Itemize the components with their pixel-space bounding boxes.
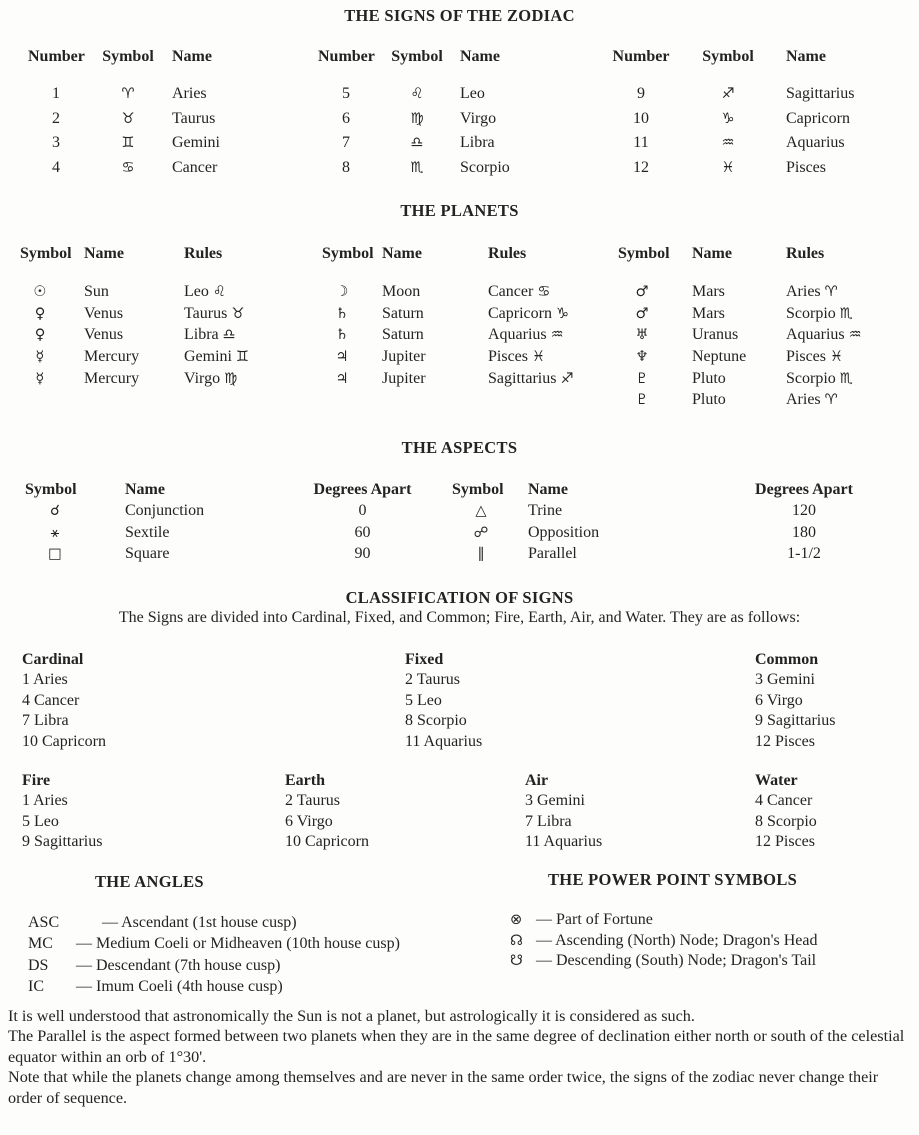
column-header-symbol: Symbol bbox=[618, 245, 670, 262]
planet-rules bbox=[184, 348, 312, 366]
planet-symbol-icon: ☿ bbox=[35, 348, 45, 365]
power-point-text: — Descending (South) Node; Dragon's Tail bbox=[536, 952, 817, 970]
zodiac-rows bbox=[612, 82, 908, 180]
angle-text: — Descendant (7th house cusp) bbox=[76, 956, 281, 974]
power-point-symbol-icon: ☊ bbox=[510, 932, 523, 949]
section-title-power-points: THE POWER POINT SYMBOLS bbox=[548, 870, 798, 889]
zodiac-rows bbox=[28, 82, 290, 180]
aspect-rows bbox=[452, 500, 894, 565]
table-row bbox=[618, 281, 910, 303]
classification-item: 4 Cancer bbox=[755, 792, 813, 809]
classification-group-air bbox=[525, 772, 755, 853]
rules-sign-symbol-icon: ♑ bbox=[555, 305, 569, 322]
note-paragraph: The Parallel is the aspect formed between two planets when they are in the same degree of declination either north or south of the celestial equator within an orb of 1°30'. bbox=[8, 1027, 905, 1066]
zodiac-symbol-icon: ♍ bbox=[410, 110, 424, 127]
classification-group-earth bbox=[285, 772, 525, 853]
zodiac-name: Aquarius bbox=[786, 134, 845, 152]
zodiac-number: 1 bbox=[52, 85, 60, 103]
planet-rules bbox=[184, 370, 312, 388]
zodiac-symbol-icon: ♎ bbox=[410, 135, 424, 152]
angle-text: — Medium Coeli or Midheaven (10th house cusp) bbox=[76, 935, 400, 953]
classification-item: 12 Pisces bbox=[755, 732, 815, 750]
classification-group-common bbox=[755, 651, 898, 752]
rules-sign-symbol-icon: ♒ bbox=[550, 327, 564, 344]
rules-sign-symbol-icon: ♈ bbox=[824, 392, 838, 409]
zodiac-symbol-icon: ♏ bbox=[410, 160, 424, 177]
zodiac-name: Cancer bbox=[172, 159, 218, 177]
planet-rules bbox=[184, 305, 312, 323]
table-row bbox=[322, 324, 588, 346]
zodiac-name: Scorpio bbox=[460, 159, 510, 177]
classification-group-label: Fire bbox=[22, 772, 51, 789]
aspect-symbol-icon: ⚹ bbox=[50, 524, 60, 541]
rules-sign-symbol-icon: ♓ bbox=[830, 348, 843, 365]
aspect-degrees: 90 bbox=[354, 545, 371, 563]
classification-item: 6 Virgo bbox=[285, 812, 333, 830]
column-header-symbol: Symbol bbox=[20, 245, 72, 262]
footnotes bbox=[8, 1006, 914, 1108]
planet-rows bbox=[20, 281, 312, 389]
classification-item: 7 Libra bbox=[525, 812, 572, 830]
planet-rules bbox=[786, 305, 906, 323]
table-row bbox=[452, 500, 894, 522]
classification-group-label: Water bbox=[755, 772, 798, 789]
list-item bbox=[28, 955, 468, 976]
zodiac-number: 5 bbox=[342, 85, 350, 103]
planet-symbol-icon: ☿ bbox=[35, 370, 45, 387]
aspect-degrees: 1-1/2 bbox=[787, 545, 821, 563]
planets-table-group-3 bbox=[618, 245, 910, 411]
classification-item: 11 Aquarius bbox=[405, 732, 483, 750]
power-point-text: — Ascending (North) Node; Dragon's Head bbox=[536, 931, 818, 949]
rules-sign-name: Pisces bbox=[488, 347, 528, 365]
classification-item: 11 Aquarius bbox=[525, 833, 603, 850]
classification-item: 9 Sagittarius bbox=[22, 833, 103, 850]
planet-name: Mercury bbox=[84, 369, 140, 387]
zodiac-number: 7 bbox=[342, 134, 350, 152]
rules-sign-symbol-icon: ♎ bbox=[222, 327, 236, 344]
planet-name: Jupiter bbox=[382, 369, 426, 387]
angle-abbr: IC bbox=[28, 977, 44, 995]
section-title-aspects: THE ASPECTS bbox=[401, 438, 518, 457]
column-header-name: Name bbox=[460, 48, 500, 65]
zodiac-name: Taurus bbox=[172, 109, 216, 127]
classification-item: 6 Virgo bbox=[755, 691, 803, 709]
zodiac-name: Gemini bbox=[172, 134, 220, 152]
rules-sign-name: Libra bbox=[184, 326, 219, 344]
power-point-symbol-icon: ☋ bbox=[510, 953, 523, 970]
rules-sign-symbol-icon: ♐ bbox=[560, 370, 574, 387]
list-item bbox=[510, 951, 910, 972]
planet-name: Jupiter bbox=[382, 347, 426, 365]
zodiac-name: Capricorn bbox=[786, 109, 850, 127]
zodiac-number: 9 bbox=[637, 85, 645, 103]
column-header-symbol: Symbol bbox=[322, 245, 374, 262]
planet-name: Neptune bbox=[692, 347, 747, 365]
angle-abbr: DS bbox=[28, 956, 49, 974]
planets-table-group-2 bbox=[322, 245, 588, 389]
aspect-degrees: 120 bbox=[792, 501, 816, 519]
classification-group-fixed bbox=[405, 651, 755, 752]
angle-abbr: MC bbox=[28, 935, 53, 953]
planet-name: Venus bbox=[84, 326, 124, 344]
classification-intro: The Signs are divided into Cardinal, Fixed, and Common; Fire, Earth, Air, and Water. They are as follows: bbox=[118, 609, 801, 626]
zodiac-symbol-icon: ♑ bbox=[721, 110, 735, 127]
column-header-degrees: Degrees Apart bbox=[755, 481, 853, 498]
classification-items bbox=[285, 791, 525, 853]
zodiac-symbol-icon: ♋ bbox=[121, 160, 135, 177]
classification-item: 3 Gemini bbox=[525, 792, 585, 809]
planet-symbol-icon: ♇ bbox=[635, 392, 649, 409]
column-header-symbol: Symbol bbox=[25, 481, 77, 498]
planet-symbol-icon: ♄ bbox=[335, 305, 349, 322]
rules-sign-symbol-icon: ♍ bbox=[224, 370, 238, 387]
classification-item: 8 Scorpio bbox=[755, 812, 817, 830]
planet-symbol-icon: ♇ bbox=[635, 370, 649, 387]
planet-rows bbox=[618, 281, 910, 411]
table-row bbox=[618, 324, 910, 346]
table-row bbox=[28, 131, 290, 156]
column-header-name: Name bbox=[528, 481, 568, 498]
planet-symbol-icon: ♅ bbox=[635, 327, 649, 344]
section-title-planets: THE PLANETS bbox=[400, 201, 519, 220]
planet-symbol-icon: ♄ bbox=[335, 327, 349, 344]
planet-rules bbox=[488, 348, 588, 366]
column-header-name: Name bbox=[382, 245, 422, 262]
zodiac-number: 12 bbox=[633, 159, 649, 177]
aspect-name: Sextile bbox=[125, 523, 170, 541]
planet-name: Pluto bbox=[692, 369, 726, 387]
rules-sign-symbol-icon: ♏ bbox=[839, 370, 853, 387]
column-header-symbol: Symbol bbox=[452, 481, 504, 498]
column-header-number: Number bbox=[318, 48, 375, 65]
rules-sign-name: Gemini bbox=[184, 347, 232, 365]
section-title-zodiac: THE SIGNS OF THE ZODIAC bbox=[344, 6, 575, 25]
table-row bbox=[612, 131, 908, 156]
classification-group-label: Air bbox=[525, 772, 549, 789]
rules-sign-symbol-icon: ♌ bbox=[212, 283, 226, 300]
planet-name: Sun bbox=[84, 282, 109, 300]
planet-symbol-icon: ♂ bbox=[635, 283, 649, 300]
rules-sign-symbol-icon: ♏ bbox=[839, 305, 853, 322]
planet-rules bbox=[786, 370, 906, 388]
section-title-classification: CLASSIFICATION OF SIGNS bbox=[345, 588, 574, 607]
rules-sign-name: Leo bbox=[184, 282, 209, 300]
planet-name: Moon bbox=[382, 282, 421, 300]
planet-name: Pluto bbox=[692, 391, 726, 409]
table-row bbox=[452, 544, 894, 566]
aspect-symbol-icon: □ bbox=[48, 546, 62, 563]
planet-rules bbox=[184, 283, 312, 301]
zodiac-symbol-icon: ♊ bbox=[121, 135, 135, 152]
planet-rules bbox=[488, 326, 588, 344]
column-header-name: Name bbox=[84, 245, 124, 262]
classification-group-fire bbox=[22, 772, 285, 853]
classification-items bbox=[405, 670, 755, 752]
aspect-rows bbox=[25, 500, 445, 565]
zodiac-name: Libra bbox=[460, 134, 495, 152]
aspect-symbol-icon: △ bbox=[475, 502, 487, 519]
zodiac-symbol-icon: ♓ bbox=[721, 160, 735, 177]
column-header-name: Name bbox=[692, 245, 732, 262]
planet-name: Saturn bbox=[382, 326, 424, 344]
angle-abbr: ASC bbox=[28, 914, 60, 931]
table-row bbox=[28, 107, 290, 132]
aspects-table-right bbox=[452, 481, 894, 565]
zodiac-number: 3 bbox=[52, 134, 60, 152]
planet-name: Mars bbox=[692, 304, 725, 322]
planet-symbol-icon: ♆ bbox=[635, 348, 649, 365]
note-paragraph: Note that while the planets change among themselves and are never in the same order twice, the signs of the zodiac never change their order of sequence. bbox=[8, 1068, 879, 1107]
planet-rows bbox=[322, 281, 588, 389]
aspect-name: Trine bbox=[528, 501, 563, 519]
classification-group-label: Common bbox=[755, 651, 819, 668]
table-row bbox=[318, 131, 568, 156]
zodiac-name: Leo bbox=[460, 85, 485, 103]
aspect-symbol-icon: ☌ bbox=[50, 502, 60, 519]
classification-item: 10 Capricorn bbox=[22, 732, 106, 750]
zodiac-number: 11 bbox=[633, 134, 649, 152]
power-point-symbol-icon: ⊗ bbox=[510, 912, 523, 928]
column-header-name: Name bbox=[172, 48, 212, 65]
column-header-rules: Rules bbox=[786, 245, 825, 262]
zodiac-table-group-3 bbox=[612, 48, 908, 180]
column-header-name: Name bbox=[786, 48, 826, 65]
classification-item: 5 Leo bbox=[22, 812, 59, 830]
planet-symbol-icon: ♀ bbox=[34, 327, 46, 344]
zodiac-symbol-icon: ♈ bbox=[121, 86, 135, 103]
zodiac-symbol-icon: ♐ bbox=[721, 86, 735, 103]
aspect-degrees: 60 bbox=[354, 523, 371, 541]
planet-symbol-icon: ♂ bbox=[635, 305, 649, 322]
note-paragraph: It is well understood that astronomically the Sun is not a planet, but astrologically it is considered as such. bbox=[8, 1007, 695, 1025]
table-row bbox=[25, 522, 445, 544]
column-header-name: Name bbox=[125, 481, 165, 498]
classification-item: 2 Taurus bbox=[405, 671, 461, 688]
aspect-symbol-icon: ∥ bbox=[477, 546, 485, 563]
column-header-symbol: Symbol bbox=[702, 48, 754, 65]
aspects-table-left bbox=[25, 481, 445, 565]
rules-sign-name: Aries bbox=[786, 282, 821, 300]
rules-sign-symbol-icon: ♋ bbox=[537, 283, 551, 300]
planet-rules bbox=[488, 283, 588, 301]
table-row bbox=[20, 303, 312, 325]
aspect-name: Square bbox=[125, 545, 170, 563]
zodiac-symbol-icon: ♌ bbox=[410, 86, 424, 103]
table-row bbox=[322, 281, 588, 303]
classification-item: 4 Cancer bbox=[22, 691, 80, 709]
rules-sign-name: Capricorn bbox=[488, 304, 552, 322]
zodiac-name: Virgo bbox=[460, 109, 497, 127]
list-item bbox=[510, 910, 910, 931]
planet-name: Venus bbox=[84, 304, 124, 322]
rules-sign-name: Scorpio bbox=[786, 369, 836, 387]
planets-table-group-1 bbox=[20, 245, 312, 389]
planet-symbol-icon: ☉ bbox=[33, 283, 47, 300]
rules-sign-symbol-icon: ♉ bbox=[231, 305, 245, 322]
zodiac-number: 6 bbox=[342, 109, 350, 127]
table-row bbox=[618, 389, 910, 411]
angle-text: — Imum Coeli (4th house cusp) bbox=[76, 977, 283, 995]
table-row bbox=[452, 522, 894, 544]
table-row bbox=[318, 82, 568, 107]
planet-symbol-icon: ♀ bbox=[34, 305, 46, 322]
list-item bbox=[28, 912, 468, 933]
table-row bbox=[618, 303, 910, 325]
table-row bbox=[612, 156, 908, 181]
planet-name: Mars bbox=[692, 282, 725, 300]
classification-item: 5 Leo bbox=[405, 691, 442, 709]
classification-group-label: Fixed bbox=[405, 651, 444, 668]
element-groups bbox=[22, 772, 898, 853]
table-row bbox=[25, 500, 445, 522]
list-item bbox=[28, 933, 468, 954]
rules-sign-symbol-icon: ♓ bbox=[532, 348, 545, 365]
list-item bbox=[510, 931, 910, 952]
classification-group-label: Cardinal bbox=[22, 651, 84, 668]
rules-sign-name: Aries bbox=[786, 391, 821, 409]
rules-sign-name: Scorpio bbox=[786, 304, 836, 322]
zodiac-name: Aries bbox=[172, 85, 207, 103]
table-row bbox=[20, 324, 312, 346]
table-row bbox=[25, 544, 445, 566]
classification-group-water bbox=[755, 772, 898, 853]
aspect-name: Opposition bbox=[528, 523, 600, 541]
classification-item: 9 Sagittarius bbox=[755, 712, 836, 729]
column-header-symbol: Symbol bbox=[102, 48, 154, 65]
rules-sign-name: Cancer bbox=[488, 282, 534, 300]
aspect-name: Parallel bbox=[528, 545, 577, 563]
angles-list bbox=[28, 912, 468, 997]
power-points-list bbox=[510, 910, 910, 972]
quality-groups bbox=[22, 651, 898, 752]
zodiac-number: 4 bbox=[52, 159, 60, 177]
rules-sign-name: Virgo bbox=[184, 369, 221, 387]
column-header-number: Number bbox=[612, 48, 670, 65]
table-row bbox=[618, 346, 910, 368]
classification-item: 1 Aries bbox=[22, 671, 68, 688]
rules-sign-symbol-icon: ♈ bbox=[824, 283, 838, 300]
classification-item: 3 Gemini bbox=[755, 671, 815, 688]
power-point-text: — Part of Fortune bbox=[536, 911, 653, 928]
zodiac-symbol-icon: ♒ bbox=[721, 135, 735, 152]
classification-item: 10 Capricorn bbox=[285, 833, 369, 850]
classification-items bbox=[755, 670, 898, 752]
rules-sign-symbol-icon: ♊ bbox=[236, 348, 249, 365]
column-header-degrees: Degrees Apart bbox=[313, 481, 412, 498]
planet-rules bbox=[786, 348, 906, 366]
aspect-symbol-icon: ☍ bbox=[473, 524, 489, 541]
rules-sign-name: Sagittarius bbox=[488, 369, 557, 387]
rules-sign-name: Taurus bbox=[184, 304, 228, 322]
section-title-angles: THE ANGLES bbox=[95, 872, 204, 891]
classification-items bbox=[755, 791, 898, 853]
table-row bbox=[20, 368, 312, 390]
table-row bbox=[618, 368, 910, 390]
planet-rules bbox=[786, 283, 906, 301]
list-item bbox=[28, 976, 468, 997]
angle-text: — Ascendant (1st house cusp) bbox=[102, 914, 297, 931]
table-row bbox=[318, 107, 568, 132]
aspect-degrees: 0 bbox=[358, 501, 367, 519]
zodiac-number: 2 bbox=[52, 109, 60, 127]
planet-rules bbox=[488, 370, 588, 388]
classification-group-label: Earth bbox=[285, 772, 325, 789]
column-header-symbol: Symbol bbox=[391, 48, 443, 65]
classification-items bbox=[22, 791, 285, 853]
rules-sign-name: Aquarius bbox=[786, 326, 845, 344]
table-row bbox=[20, 346, 312, 368]
classification-item: 1 Aries bbox=[22, 792, 68, 809]
table-row bbox=[28, 82, 290, 107]
aspect-name: Conjunction bbox=[125, 501, 205, 519]
zodiac-table-group-2 bbox=[318, 48, 568, 180]
zodiac-rows bbox=[318, 82, 568, 180]
zodiac-number: 10 bbox=[633, 109, 649, 127]
classification-item: 8 Scorpio bbox=[405, 712, 467, 729]
classification-items bbox=[525, 791, 755, 853]
table-row bbox=[612, 107, 908, 132]
rules-sign-symbol-icon: ♒ bbox=[848, 327, 862, 344]
rules-sign-name: Aquarius bbox=[488, 326, 547, 344]
table-row bbox=[28, 156, 290, 181]
planet-name: Uranus bbox=[692, 326, 739, 344]
table-row bbox=[322, 346, 588, 368]
classification-item: 2 Taurus bbox=[285, 792, 341, 809]
table-row bbox=[322, 368, 588, 390]
zodiac-table-group-1 bbox=[28, 48, 290, 180]
planet-name: Saturn bbox=[382, 304, 424, 322]
planet-rules bbox=[184, 326, 312, 344]
table-row bbox=[322, 303, 588, 325]
column-header-rules: Rules bbox=[488, 245, 527, 262]
classification-item: 7 Libra bbox=[22, 712, 69, 729]
planet-symbol-icon: ♃ bbox=[335, 370, 349, 387]
zodiac-name: Sagittarius bbox=[786, 85, 855, 103]
table-row bbox=[318, 156, 568, 181]
column-header-rules: Rules bbox=[184, 245, 223, 262]
planet-symbol-icon: ♃ bbox=[335, 348, 349, 365]
zodiac-name: Pisces bbox=[786, 159, 826, 177]
table-row bbox=[612, 82, 908, 107]
planet-symbol-icon: ☽ bbox=[335, 283, 349, 300]
zodiac-number: 8 bbox=[342, 159, 350, 177]
classification-items bbox=[22, 670, 405, 752]
rules-sign-name: Pisces bbox=[786, 347, 826, 365]
classification-item: 12 Pisces bbox=[755, 833, 815, 850]
planet-rules bbox=[786, 326, 906, 344]
planet-name: Mercury bbox=[84, 347, 140, 365]
classification-group-cardinal bbox=[22, 651, 405, 752]
zodiac-symbol-icon: ♉ bbox=[121, 110, 135, 127]
table-row bbox=[20, 281, 312, 303]
planet-rules bbox=[786, 391, 906, 409]
aspect-degrees: 180 bbox=[792, 523, 816, 541]
column-header-number: Number bbox=[28, 48, 85, 65]
planet-rules bbox=[488, 305, 588, 323]
